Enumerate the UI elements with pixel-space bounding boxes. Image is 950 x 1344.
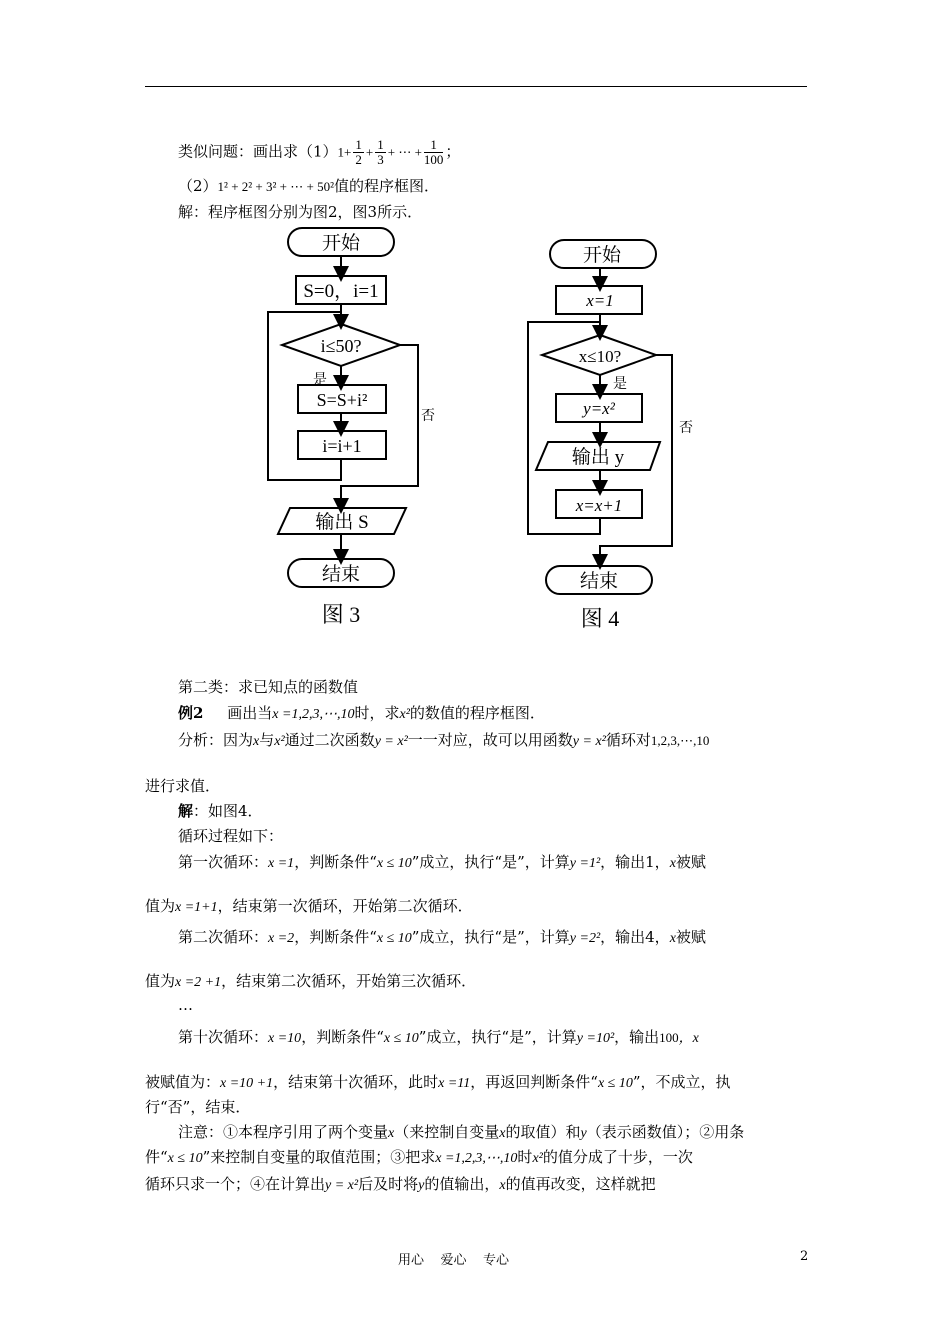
math-x-list: x =1,2,3,⋯,10: [272, 707, 355, 722]
output-label: 输出 y: [571, 447, 625, 468]
compute-label: y=x²: [583, 399, 615, 418]
ellipsis: …: [178, 996, 193, 1014]
text: 的值再改变，这样就把: [505, 1175, 656, 1193]
text: 分析：因为: [178, 731, 254, 749]
counter-update-label: i=i+1: [322, 436, 362, 456]
condition-label: x≤10?: [578, 347, 622, 366]
text: ，判断条件“: [301, 1028, 384, 1046]
solution-2-label: 解: [178, 802, 194, 820]
analysis-line: [178, 730, 709, 752]
init-label: S=0，i=1: [303, 281, 379, 302]
math: y: [418, 1178, 425, 1193]
math: x =10: [268, 1031, 302, 1046]
no-branch-line: [341, 345, 418, 506]
text: 时: [517, 1148, 533, 1166]
text: ”成立，执行“是”，计算: [418, 1028, 577, 1046]
text: ”成立，执行“是”，计算: [411, 853, 570, 871]
text: ”来控制自变量的取值范围；③把求: [202, 1148, 436, 1166]
text: ，输出: [614, 1028, 660, 1046]
example-2-line: [178, 703, 545, 725]
text: 值为: [145, 897, 176, 915]
math: x =2: [268, 931, 295, 946]
increment-label: x=x+1: [575, 496, 623, 515]
text: 的数值的程序框图．: [409, 704, 545, 722]
text: ，结束第二次循环，开始第三次循环．: [221, 972, 477, 990]
text: 循环对: [605, 731, 651, 749]
math: x ≤ 10: [376, 856, 412, 871]
loop-2-continued: [145, 971, 476, 993]
flowchart-figure-4: [522, 236, 702, 636]
loop-10-continued: [145, 1072, 731, 1094]
text: 的值分成了十步，一次: [542, 1148, 693, 1166]
text: 一一对应，故可以用函数: [407, 731, 573, 749]
end-label: 结束: [321, 564, 361, 585]
output-label: 输出 S: [315, 512, 369, 533]
loop-10-line: [178, 1027, 699, 1049]
text: （来控制自变量: [394, 1123, 500, 1141]
math: x =1: [268, 856, 295, 871]
math: ，x: [678, 1031, 699, 1046]
solution-line: 解：程序框图分别为图2，图3所示．: [178, 203, 423, 221]
text: 值为: [145, 972, 176, 990]
condition-label: i≤50?: [320, 336, 362, 356]
figure-4-caption: 图 4: [580, 606, 620, 631]
math: x =10 +1: [220, 1076, 274, 1091]
sum-of-squares: 1² + 2² + 3² + ⋯ + 50²: [217, 179, 334, 194]
similar-problem-label: 类似问题：画出求（1）: [178, 142, 338, 161]
text: 件“: [145, 1148, 168, 1166]
text: 第十次循环：: [178, 1028, 269, 1046]
section-2-title: 第二类：求已知点的函数值: [178, 678, 359, 696]
fraction-hundredth: [424, 138, 444, 167]
text: ，再返回判断条件“: [470, 1073, 598, 1091]
text: 第一次循环：: [178, 853, 269, 871]
math-x-squared: x²: [399, 707, 410, 722]
math: x²: [532, 1151, 543, 1166]
analysis-continued: 进行求值．: [145, 777, 221, 795]
text: 被赋: [675, 853, 706, 871]
text: 通过二次函数: [284, 731, 375, 749]
fraction-numerator: 1: [424, 138, 444, 153]
item1-suffix: ；: [445, 142, 461, 161]
fraction-denominator: 100: [423, 152, 444, 167]
text: ，结束第一次循环，开始第二次循环．: [217, 897, 473, 915]
loop-intro: 循环过程如下：: [178, 827, 284, 845]
text: 画出当: [227, 704, 273, 722]
math: y: [580, 1126, 587, 1141]
loop-1-line: [178, 852, 706, 874]
math: x ≤ 10: [383, 1031, 419, 1046]
yes-label: 是: [613, 377, 627, 392]
math: 100: [659, 1030, 679, 1045]
end-label: 结束: [579, 571, 619, 592]
example-2-label: 例2: [178, 704, 204, 722]
math-quadratic: y = x²: [572, 734, 606, 749]
text: （表示函数值）；②用条: [586, 1123, 745, 1141]
sum-update-label: S=S+i²: [316, 390, 368, 410]
similar-problem-line: 类似问题：画出求（1）1+ $\frac{1}{2}$ + $\frac{1}{3}$ + ⋯ + $\frac{1}{100}$ ；: [178, 137, 461, 167]
loop-2-line: [178, 927, 706, 949]
start-label: 开始: [321, 233, 361, 254]
solution-2-line: [178, 801, 263, 821]
loop-1-continued: [145, 896, 473, 918]
fraction-numerator: 1: [355, 137, 362, 152]
fraction-numerator: 1: [377, 137, 384, 152]
math: y = x²: [325, 1178, 359, 1193]
text: 第二次循环：: [178, 928, 269, 946]
text: 被赋: [675, 928, 706, 946]
footer-motto: 用心 爱心 专心: [398, 1253, 510, 1268]
text: 的取值）和: [505, 1123, 581, 1141]
sum1-mid: + ⋯ +: [387, 144, 422, 160]
text: ，输出1，: [600, 853, 670, 871]
math: x =1+1: [175, 900, 218, 915]
text: 注意：①本程序引用了两个变量: [178, 1123, 389, 1141]
math: x ≤ 10: [597, 1076, 633, 1091]
note-line-1: [178, 1122, 744, 1144]
text: ，判断条件“: [294, 928, 377, 946]
note-line-3: [145, 1174, 656, 1196]
no-label: 否: [679, 421, 693, 436]
item2-prefix: （2）: [178, 177, 218, 195]
page-number: 2: [800, 1249, 809, 1264]
math: x: [499, 1178, 506, 1193]
no-label: 否: [421, 409, 435, 424]
text: 与: [259, 731, 275, 749]
math: x ≤ 10: [376, 931, 412, 946]
text: 后及时将: [358, 1175, 419, 1193]
text: 被赋值为：: [145, 1073, 221, 1091]
text: ”，不成立，执: [632, 1073, 731, 1091]
math: y =10²: [576, 1031, 615, 1046]
math: x ≤ 10: [167, 1151, 203, 1166]
math-x-squared: x²: [274, 734, 285, 749]
sum1-head: 1+: [337, 144, 352, 160]
init-label: x=1: [586, 291, 614, 310]
math: x =1,2,3,⋯,10: [435, 1151, 518, 1166]
text: ，判断条件“: [294, 853, 377, 871]
fraction-half: [353, 138, 364, 167]
math: y =1²: [569, 856, 601, 871]
note-line-2: [145, 1147, 693, 1169]
figure-3-caption: 图 3: [321, 602, 361, 627]
math-quadratic: y = x²: [374, 734, 408, 749]
flowchart-figure-3: [260, 224, 440, 634]
math: x =2 +1: [175, 975, 222, 990]
text: ”成立，执行“是”，计算: [411, 928, 570, 946]
start-label: 开始: [582, 245, 622, 266]
math: x: [669, 931, 676, 946]
similar-problem-item2: [178, 176, 439, 197]
text: ：如图4．: [193, 802, 263, 820]
text: ，结束第十次循环，此时: [273, 1073, 439, 1091]
loop-10-end: 行“否”，结束．: [145, 1098, 251, 1116]
math-x: x: [253, 734, 260, 749]
math: x: [669, 856, 676, 871]
text: 时，求: [354, 704, 400, 722]
math: x: [388, 1126, 395, 1141]
fraction-third: [375, 138, 386, 167]
fraction-denominator: 2: [355, 152, 362, 167]
fraction-denominator: 3: [377, 152, 384, 167]
text: ，输出4，: [600, 928, 670, 946]
math-list: 1,2,3,⋯,10: [650, 733, 710, 748]
math: y =2²: [569, 931, 601, 946]
math: x =11: [438, 1076, 471, 1091]
header-rule: [145, 86, 807, 87]
item2-suffix: 值的程序框图．: [333, 177, 439, 195]
text: 的值输出，: [424, 1175, 500, 1193]
text: 循环只求一个；④在计算出: [145, 1175, 326, 1193]
math: x: [499, 1126, 506, 1141]
yes-label: 是: [313, 373, 327, 388]
